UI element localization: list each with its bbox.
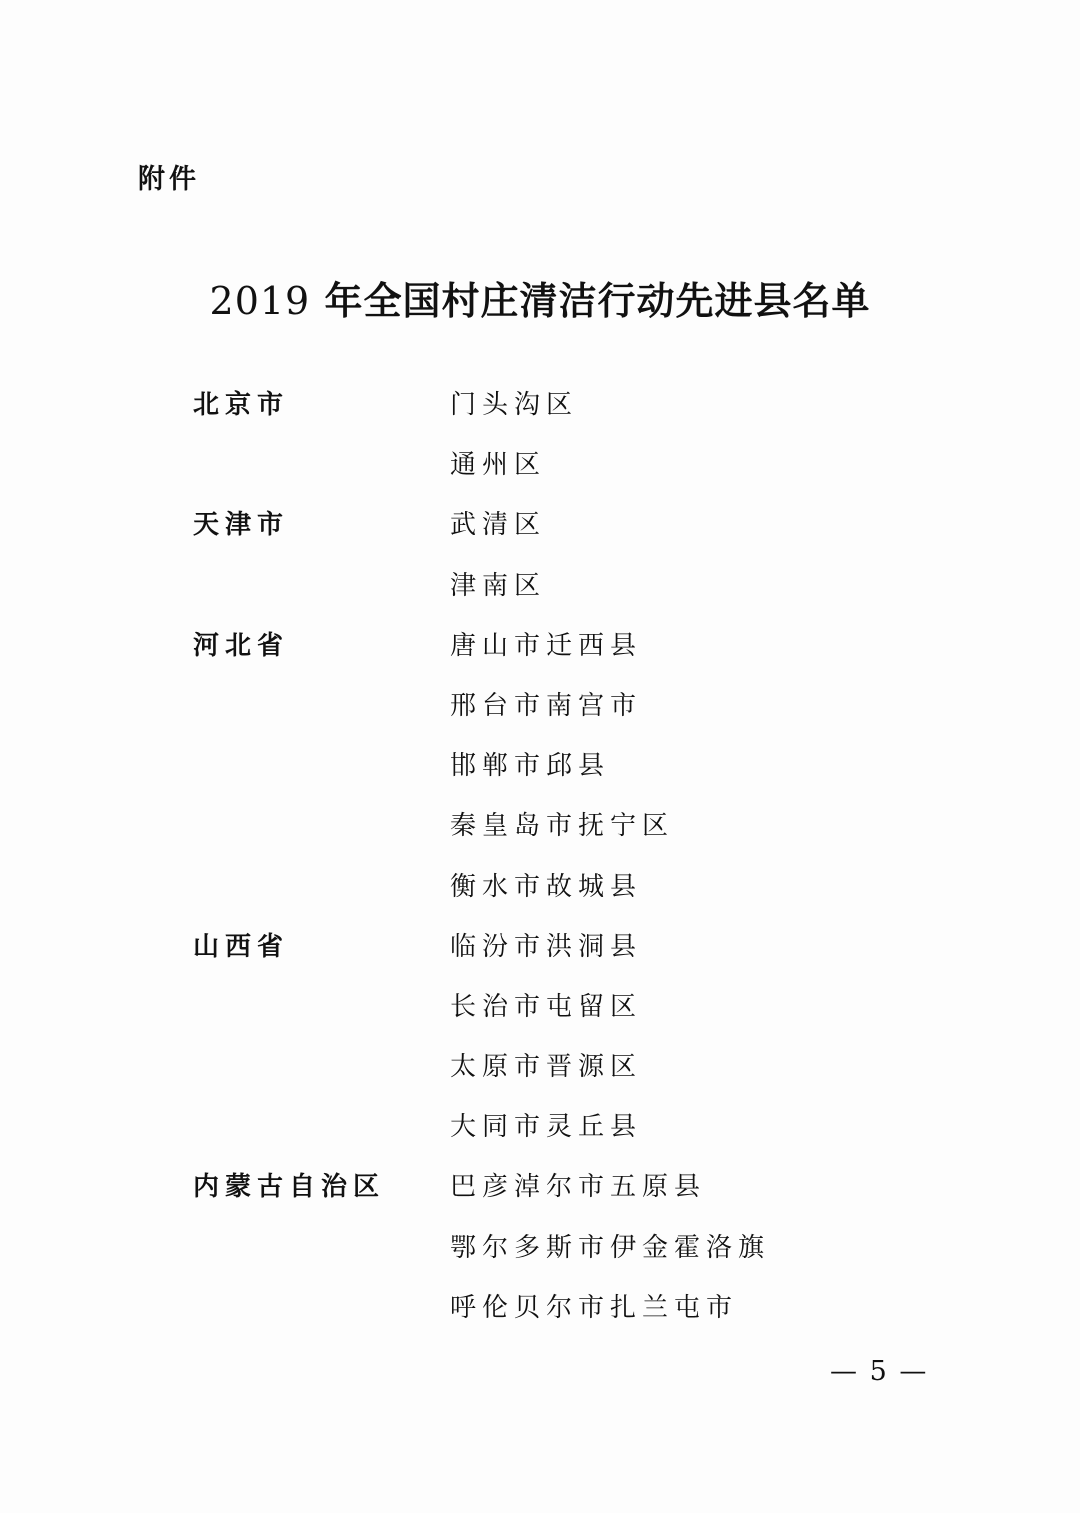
county-name: 邯郸市邱县 — [450, 751, 611, 782]
county-name: 呼伦贝尔市扎兰屯市 — [450, 1292, 739, 1323]
page-number: — 5 — — [830, 1356, 929, 1387]
province-name: 天津市 — [193, 510, 290, 541]
county-name: 衡水市故城县 — [450, 871, 643, 902]
county-name: 临汾市洪洞县 — [450, 931, 643, 962]
list-row — [0, 805, 1080, 865]
list-row — [0, 625, 1080, 685]
list-row — [0, 926, 1080, 986]
province-name: 内蒙古自治区 — [193, 1172, 386, 1203]
list-row — [0, 504, 1080, 564]
list-row — [0, 1227, 1080, 1287]
list-row — [0, 745, 1080, 805]
county-name: 津南区 — [450, 570, 547, 601]
county-name: 长治市屯留区 — [450, 991, 643, 1022]
list-row — [0, 1046, 1080, 1106]
list-row — [0, 565, 1080, 625]
county-name: 武清区 — [450, 510, 547, 541]
list-row — [0, 1166, 1080, 1226]
list-row — [0, 866, 1080, 926]
list-row — [0, 444, 1080, 504]
list-row — [0, 384, 1080, 444]
province-name: 北京市 — [193, 390, 290, 420]
county-name: 巴彦淖尔市五原县 — [450, 1172, 707, 1203]
list-row — [0, 986, 1080, 1046]
county-name: 通州区 — [450, 450, 547, 481]
title-year: 2019 — [209, 279, 311, 323]
attachment-label: 附件 — [138, 164, 200, 195]
county-name: 太原市晋源区 — [450, 1052, 643, 1083]
title-text: 年全国村庄清洁行动先进县名单 — [324, 278, 871, 323]
list-row — [0, 1287, 1080, 1347]
document-title — [0, 276, 1080, 326]
list-row — [0, 1106, 1080, 1166]
county-name: 鄂尔多斯市伊金霍洛旗 — [450, 1232, 771, 1263]
county-name: 门头沟区 — [450, 390, 579, 420]
list-row — [0, 685, 1080, 745]
county-name: 大同市灵丘县 — [450, 1112, 643, 1143]
province-name: 山西省 — [193, 931, 290, 962]
county-name: 邢台市南宫市 — [450, 690, 643, 721]
county-list — [0, 384, 1080, 1347]
county-name: 秦皇岛市抚宁区 — [450, 811, 675, 842]
county-name: 唐山市迁西县 — [450, 630, 643, 661]
province-name: 河北省 — [193, 630, 290, 661]
